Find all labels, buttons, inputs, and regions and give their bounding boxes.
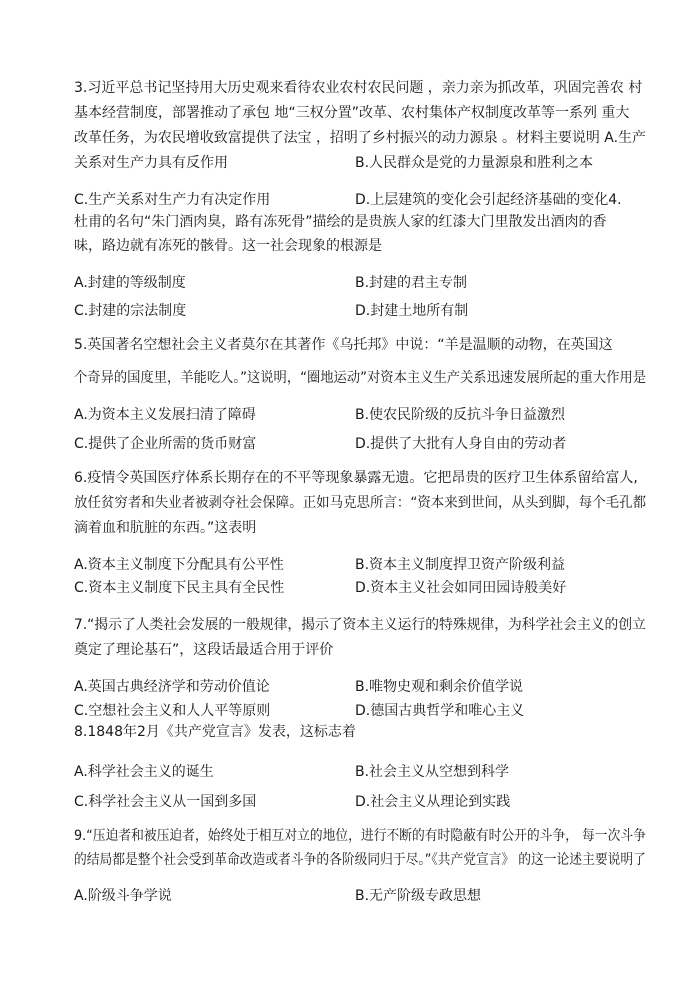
q9-option-b: B.无产阶级专政思想	[355, 888, 482, 904]
q6-option-c: C.资本主义制度下民主具有全民性	[74, 580, 285, 596]
q7-option-b: B.唯物史观和剩余价值学说	[355, 679, 524, 695]
q7-option-c: C.空想社会主义和人人平等原则	[74, 703, 271, 719]
q3-option-d: D.上层建筑的变化会引起经济基础的变化4.	[355, 192, 622, 208]
q8-option-a: A.科学社会主义的诞生	[74, 764, 214, 780]
q8-option-d: D.社会主义从理论到实践	[355, 794, 511, 810]
q5-option-a: A.为资本主义发展扫清了障碍	[74, 407, 256, 423]
q3-line-3: 改革任务，为农民增收致富提供了法宝 ，招明了乡村振兴的动力源泉 。材料主要说明 A.生产	[74, 130, 646, 146]
q6-option-d: D.资本主义社会如同田园诗般美好	[355, 580, 567, 596]
q5-option-d: D.提供了大批有人身自由的劳动者	[355, 436, 567, 452]
q6-line-1: 6.疫情令英国医疗体系长期存在的不平等现象暴露无遗。它把昂贵的医疗卫生体系留给富人,	[74, 470, 638, 486]
q5-line-1: 5.英国著名空想社会主义者莫尔在其著作《乌托邦》中说：“羊是温顺的动物，在英国这	[74, 337, 613, 353]
q5-option-c: C.提供了企业所需的货币财富	[74, 436, 257, 452]
q6-line-2: 放任贫穷者和失业者被剥夺社会保障。正如马克思所言：“资本来到世间，从头到脚，每个毛孔都	[74, 495, 647, 511]
q5-option-b: B.使农民阶级的反抗斗争日益激烈	[355, 407, 566, 423]
q3-option-c: C.生产关系对生产力有决定作用	[74, 192, 271, 208]
q6-line-3: 滴着血和肮脏的东西。”这表明	[74, 520, 257, 536]
q8-option-b: B.社会主义从空想到科学	[355, 764, 510, 780]
q6-option-a: A.资本主义制度下分配具有公平性	[74, 557, 284, 573]
q4-option-c: C.封建的宗法制度	[74, 303, 187, 319]
q4-option-d: D.封建土地所有制	[355, 303, 469, 319]
q7-option-a: A.英国古典经济学和劳动价值论	[74, 679, 270, 695]
q3-line-4: 关系对生产力具有反作用	[74, 155, 228, 171]
q3-line-1: 3.习近平总书记坚持用大历史观来看待农业农村农民问题 ，亲力亲为抓改革，巩固完善农 村	[74, 80, 643, 96]
q9-line-1: 9.“压迫者和被压迫者，始终处于相互对立的地位，进行不断的有时隐蔽有时公开的斗争， 每一次斗争	[74, 828, 646, 844]
q4-line-2: 味，路边就有冻死的骸骨。这一社会现象的根源是	[74, 238, 382, 254]
q3-option-b: B.人民群众是党的力量源泉和胜利之本	[355, 155, 594, 171]
q7-option-d: D.德国古典哲学和唯心主义	[355, 703, 525, 719]
q5-line-2: 个奇异的国度里，羊能吃人。”这说明，“圈地运动”对资本主义生产关系迅速发展所起的重大作用是	[74, 370, 647, 386]
q8-option-c: C.科学社会主义从一国到多国	[74, 794, 257, 810]
q4-line-1: 杜甫的名句“朱门酒肉臭，路有冻死骨”描绘的是贵族人家的红漆大门里散发出酒肉的香	[74, 214, 607, 230]
q4-option-b: B.封建的君主专制	[355, 275, 468, 291]
q9-line-2: 的结局都是整个社会受到革命改造或者斗争的各阶级同归于尽。”《共产党宣言》 的这一论述主要说明了	[74, 852, 646, 868]
q3-line-2: 基本经营制度，部署推动了承包 地“三权分置”改革、农村集体产权制度改革等一系列 重大	[74, 105, 630, 121]
q9-option-a: A.阶级斗争学说	[74, 888, 172, 904]
q8-line-1: 8.1848年2月《共产党宣言》发表，这标志着	[74, 724, 356, 740]
q7-line-2: 奠定了理论基石”，这段话最适合用于评价	[74, 642, 334, 658]
q6-option-b: B.资本主义制度捍卫资产阶级利益	[355, 557, 566, 573]
q4-option-a: A.封建的等级制度	[74, 275, 186, 291]
q7-line-1: 7.“揭示了人类社会发展的一般规律，揭示了资本主义运行的特殊规律，为科学社会主义的创立	[74, 617, 646, 633]
